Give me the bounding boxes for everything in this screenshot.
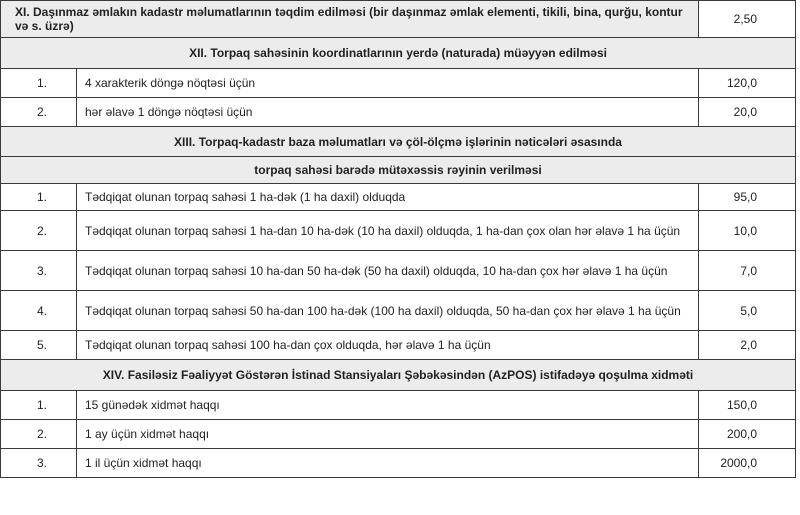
item-description: 15 günədək xidmət haqqı	[77, 391, 699, 420]
table-row	[1, 251, 796, 291]
item-description: Tədqiqat olunan torpaq sahəsi 1 ha-dək (1 ha daxil) olduqda	[77, 184, 699, 211]
table-row	[1, 98, 796, 127]
section-header-row	[1, 127, 796, 157]
fee-value: 150,0	[699, 391, 796, 420]
fee-value: 200,0	[699, 420, 796, 449]
section-header-row	[1, 360, 796, 391]
fee-value: 7,0	[699, 251, 796, 291]
fee-value: 5,0	[699, 291, 796, 331]
fee-value: 2,50	[699, 1, 796, 38]
item-description: Tədqiqat olunan torpaq sahəsi 1 ha-dan 10 ha-dək (10 ha daxil) olduqda, 1 ha-dan çox olan hər əlavə 1 ha üçün	[77, 211, 699, 251]
section-title: XI. Daşınmaz əmlakın kadastr məlumatlarının təqdim edilməsi (bir daşınmaz əmlak elementi, tikili, bina, qurğu, kontur və s. üzrə)	[1, 1, 699, 38]
item-number: 1.	[1, 184, 77, 211]
item-description: 1 ay üçün xidmət haqqı	[77, 420, 699, 449]
table-row	[1, 184, 796, 211]
item-number: 5.	[1, 331, 77, 360]
item-description: 1 il üçün xidmət haqqı	[77, 449, 699, 478]
fee-value: 2000,0	[699, 449, 796, 478]
table-row	[1, 420, 796, 449]
fee-table-body	[1, 1, 796, 478]
section-title: XII. Torpaq sahəsinin koordinatlarının yerdə (naturada) müəyyən edilməsi	[1, 38, 796, 69]
item-description: 4 xarakterik döngə nöqtəsi üçün	[77, 69, 699, 98]
item-number: 4.	[1, 291, 77, 331]
item-description: hər əlavə 1 döngə nöqtəsi üçün	[77, 98, 699, 127]
table-row	[1, 331, 796, 360]
fee-value: 20,0	[699, 98, 796, 127]
fee-value: 2,0	[699, 331, 796, 360]
item-description: Tədqiqat olunan torpaq sahəsi 100 ha-dan çox olduqda, hər əlavə 1 ha üçün	[77, 331, 699, 360]
fee-value: 10,0	[699, 211, 796, 251]
item-number: 1.	[1, 69, 77, 98]
section-title: torpaq sahəsi barədə mütəxəssis rəyinin verilməsi	[1, 157, 796, 184]
fee-value: 95,0	[699, 184, 796, 211]
item-number: 2.	[1, 420, 77, 449]
table-row	[1, 391, 796, 420]
item-number: 3.	[1, 251, 77, 291]
item-description: Tədqiqat olunan torpaq sahəsi 50 ha-dan 100 ha-dək (100 ha daxil) olduqda, 50 ha-dan çox hər əlavə 1 ha üçün	[77, 291, 699, 331]
section-header-row	[1, 1, 796, 38]
table-row	[1, 449, 796, 478]
section-header-row	[1, 38, 796, 69]
item-description: Tədqiqat olunan torpaq sahəsi 10 ha-dan 50 ha-dək (50 ha daxil) olduqda, 10 ha-dan çox hər əlavə 1 ha üçün	[77, 251, 699, 291]
item-number: 2.	[1, 211, 77, 251]
section-title: XIII. Torpaq-kadastr baza məlumatları və çöl-ölçmə işlərinin nəticələri əsasında	[1, 127, 796, 157]
item-number: 2.	[1, 98, 77, 127]
fee-value: 120,0	[699, 69, 796, 98]
section-title: XIV. Fasiləsiz Fəaliyyət Göstərən İstinad Stansiyaları Şəbəkəsindən (AzPOS) istifadəyə qoşulma xidməti	[1, 360, 796, 391]
table-row	[1, 291, 796, 331]
section-header-row	[1, 157, 796, 184]
item-number: 3.	[1, 449, 77, 478]
table-row	[1, 211, 796, 251]
table-row	[1, 69, 796, 98]
item-number: 1.	[1, 391, 77, 420]
